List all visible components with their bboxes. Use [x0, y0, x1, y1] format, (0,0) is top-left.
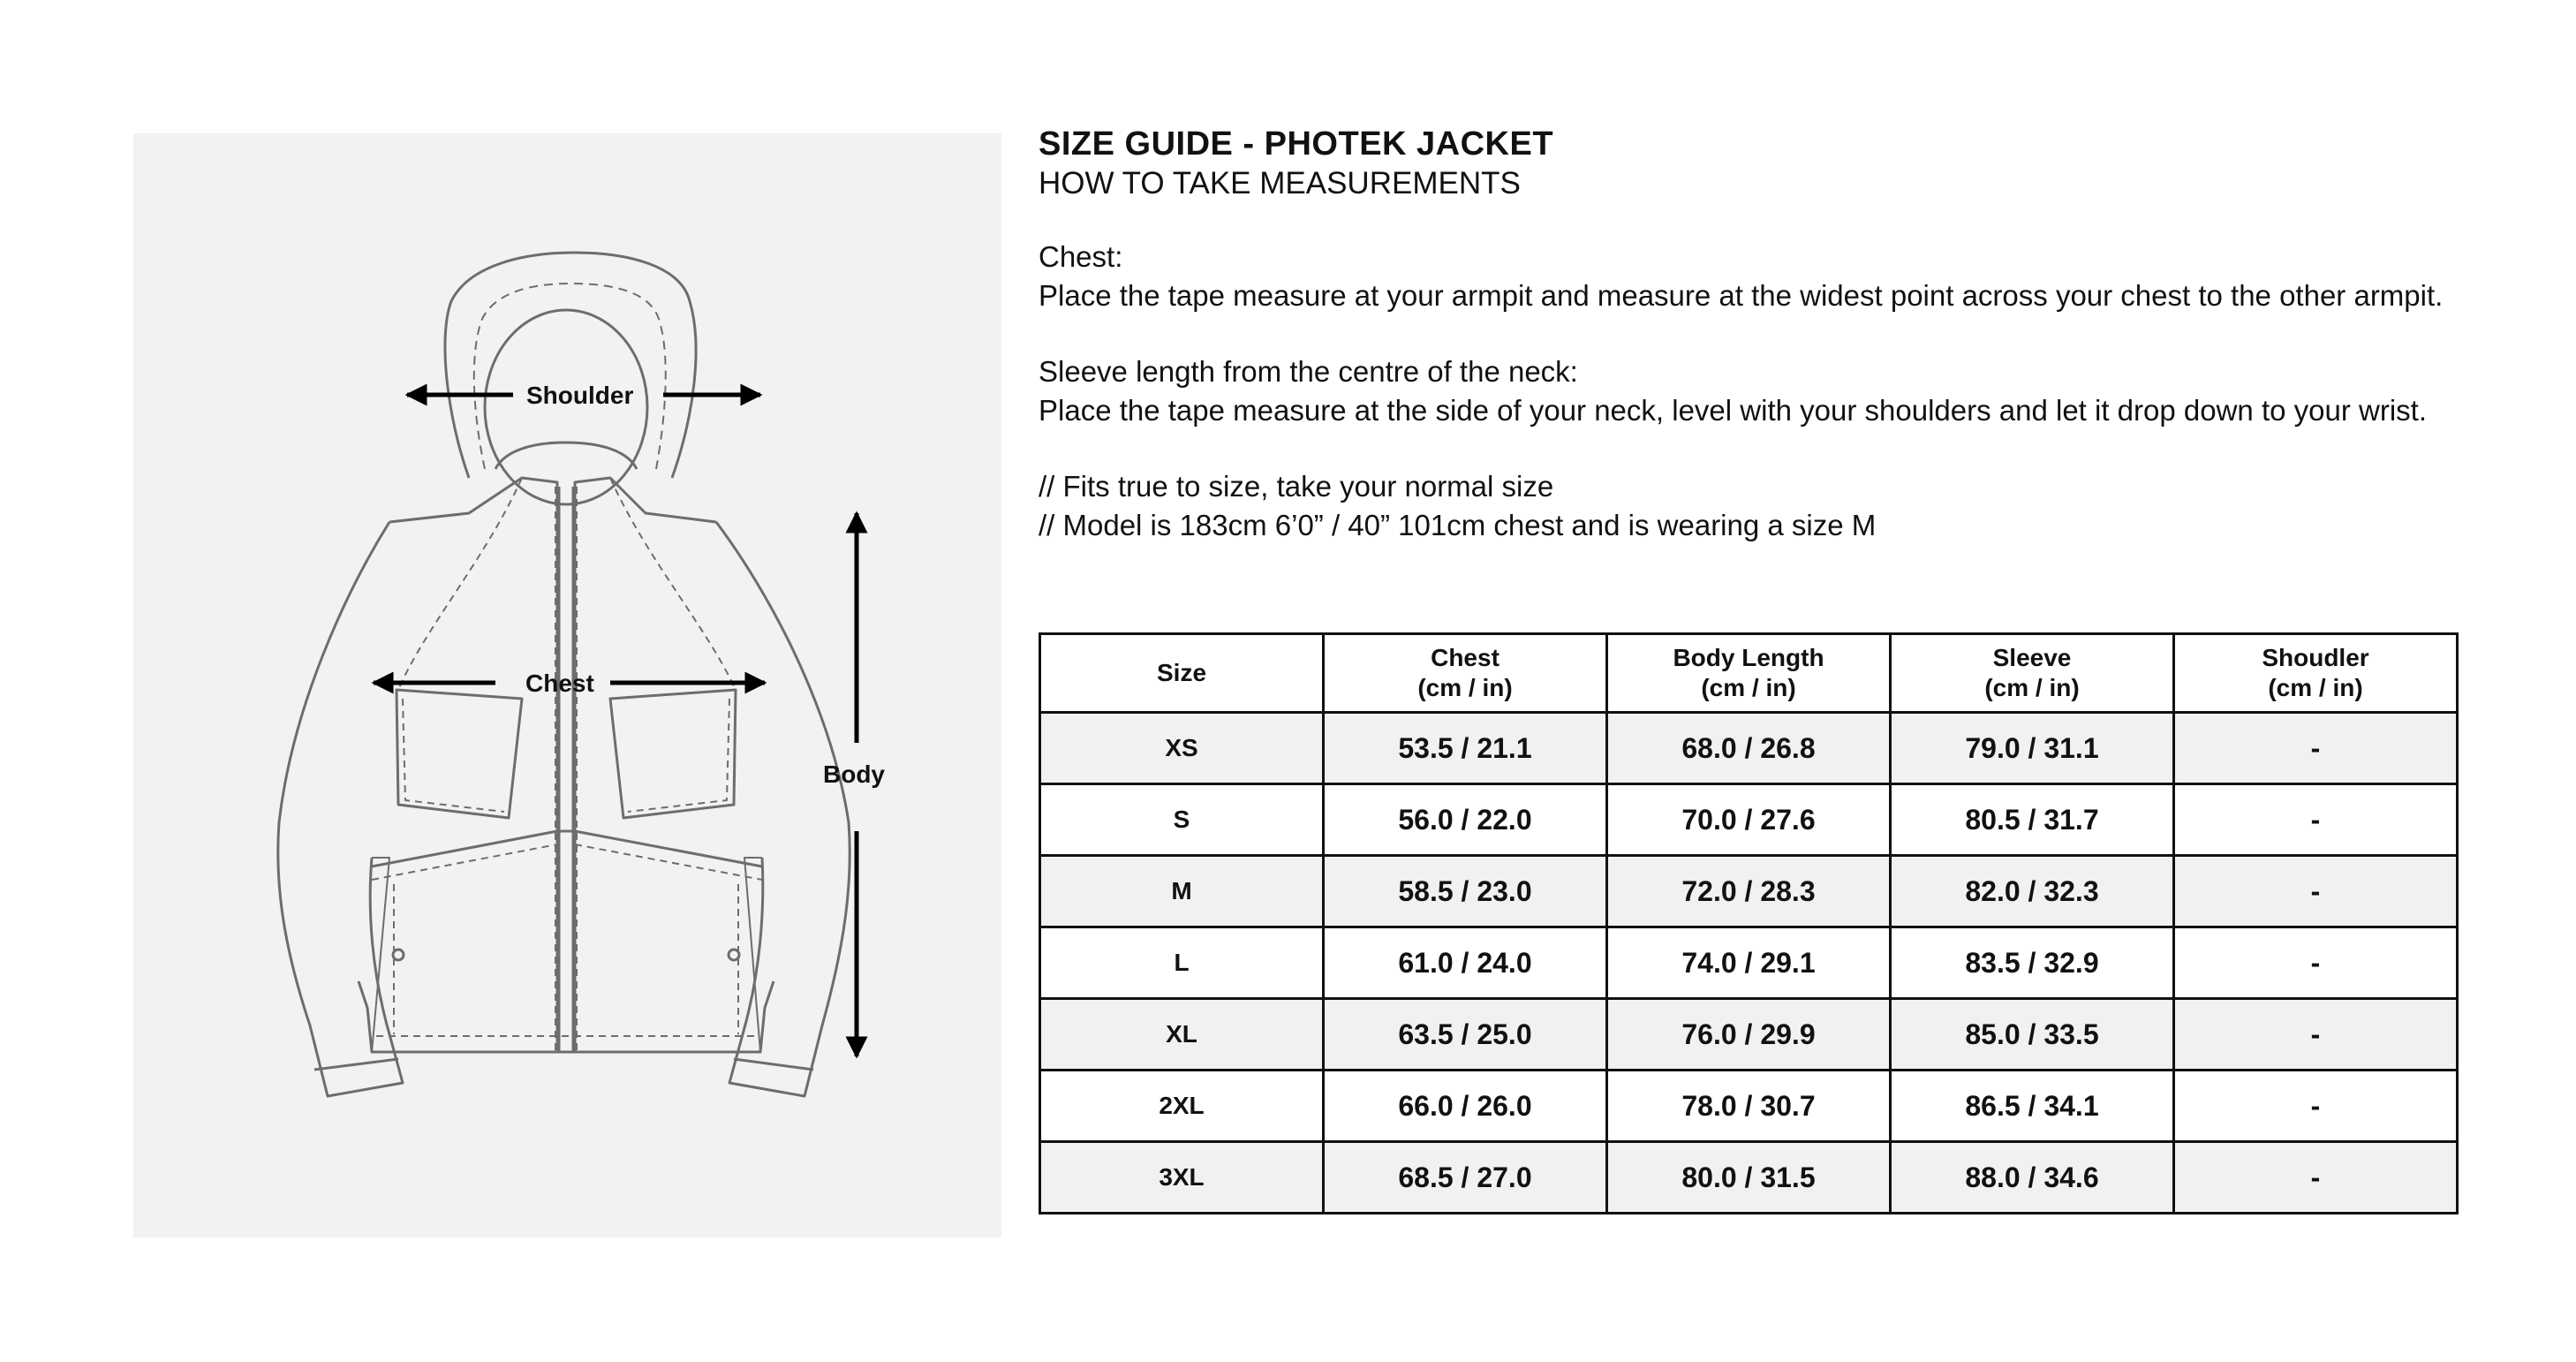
table-header-row: [1040, 634, 2458, 713]
chest-cell: 63.5 / 25.0: [1324, 999, 1607, 1071]
size-cell: XL: [1040, 999, 1324, 1071]
shoulder-label: Shoulder: [526, 382, 634, 409]
sleeve-cell: 86.5 / 34.1: [1891, 1071, 2174, 1142]
shoulder-cell: -: [2174, 856, 2458, 927]
page-title: SIZE GUIDE - PHOTEK JACKET: [1039, 125, 1554, 163]
measurement-guide: [1039, 125, 2540, 545]
chest-cell: 56.0 / 22.0: [1324, 784, 1607, 856]
header-chest: Chest (cm / in): [1324, 634, 1607, 713]
body-label: Body: [823, 760, 885, 788]
shoulder-cell: -: [2174, 1142, 2458, 1214]
header-body-length: Body Length (cm / in): [1607, 634, 1891, 713]
size-cell: S: [1040, 784, 1324, 856]
shoulder-cell: -: [2174, 927, 2458, 999]
sleeve-heading: Sleeve length from the centre of the neck:: [1039, 355, 1578, 389]
jacket-diagram-panel: [133, 133, 1001, 1237]
table-row: [1040, 713, 2458, 784]
sleeve-cell: 83.5 / 32.9: [1891, 927, 2174, 999]
size-cell: L: [1040, 927, 1324, 999]
chest-instructions: Place the tape measure at your armpit and measure at the widest point across your chest to the other armpit.: [1039, 279, 2444, 313]
body-length-cell: 76.0 / 29.9: [1607, 999, 1891, 1071]
header-shoulder: Shoudler (cm / in): [2174, 634, 2458, 713]
table-row: [1040, 927, 2458, 999]
chest-cell: 53.5 / 21.1: [1324, 713, 1607, 784]
sleeve-cell: 85.0 / 33.5: [1891, 999, 2174, 1071]
body-length-cell: 78.0 / 30.7: [1607, 1071, 1891, 1142]
chest-cell: 68.5 / 27.0: [1324, 1142, 1607, 1214]
body-length-cell: 74.0 / 29.1: [1607, 927, 1891, 999]
sleeve-instructions: Place the tape measure at the side of your neck, level with your shoulders and let it drop down to your wrist.: [1039, 394, 2427, 428]
shoulder-cell: -: [2174, 784, 2458, 856]
page-subtitle: HOW TO TAKE MEASUREMENTS: [1039, 165, 1521, 201]
jacket-diagram: [133, 133, 1001, 1237]
table-row: [1040, 999, 2458, 1071]
size-cell: 3XL: [1040, 1142, 1324, 1214]
model-note: // Model is 183cm 6’0” / 40” 101cm chest and is wearing a size M: [1039, 509, 1877, 542]
body-length-cell: 80.0 / 31.5: [1607, 1142, 1891, 1214]
table-row: [1040, 784, 2458, 856]
table-row: [1040, 1142, 2458, 1214]
chest-cell: 58.5 / 23.0: [1324, 856, 1607, 927]
table-row: [1040, 856, 2458, 927]
size-cell: M: [1040, 856, 1324, 927]
header-size: Size: [1040, 634, 1324, 713]
sleeve-cell: 79.0 / 31.1: [1891, 713, 2174, 784]
shoulder-cell: -: [2174, 713, 2458, 784]
chest-cell: 61.0 / 24.0: [1324, 927, 1607, 999]
chest-cell: 66.0 / 26.0: [1324, 1071, 1607, 1142]
sleeve-cell: 80.5 / 31.7: [1891, 784, 2174, 856]
sleeve-cell: 88.0 / 34.6: [1891, 1142, 2174, 1214]
body-length-cell: 72.0 / 28.3: [1607, 856, 1891, 927]
table-row: [1040, 1071, 2458, 1142]
size-cell: XS: [1040, 713, 1324, 784]
chest-label: Chest: [525, 670, 594, 697]
shoulder-cell: -: [2174, 1071, 2458, 1142]
body-length-cell: 68.0 / 26.8: [1607, 713, 1891, 784]
size-table: [1039, 632, 2459, 1214]
fit-note: // Fits true to size, take your normal size: [1039, 470, 1554, 503]
size-cell: 2XL: [1040, 1071, 1324, 1142]
body-length-cell: 70.0 / 27.6: [1607, 784, 1891, 856]
shoulder-cell: -: [2174, 999, 2458, 1071]
chest-heading: Chest:: [1039, 240, 1123, 274]
header-sleeve: Sleeve (cm / in): [1891, 634, 2174, 713]
sleeve-cell: 82.0 / 32.3: [1891, 856, 2174, 927]
